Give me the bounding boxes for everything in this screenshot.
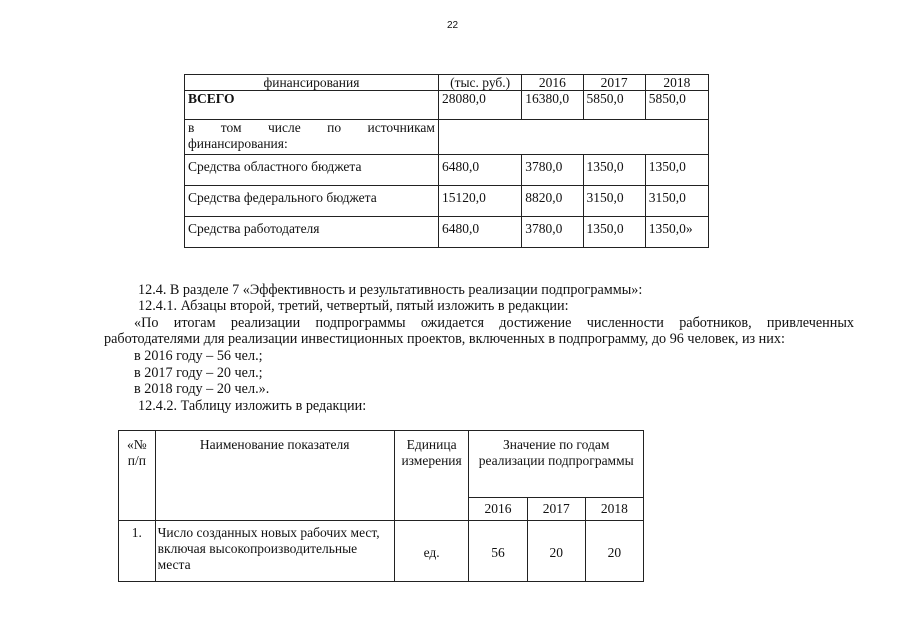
table-cell: 3780,0	[522, 155, 583, 186]
header-cell: финансирования	[185, 75, 439, 91]
table-row	[119, 521, 644, 582]
header-cell: 2018	[645, 75, 708, 91]
table-row-total	[185, 91, 709, 120]
paragraph-12-4: 12.4. В разделе 7 «Эффективность и результативность реализации подпрограммы»:	[138, 282, 643, 298]
header-name: Наименование показателя	[155, 431, 394, 521]
row-unit: ед.	[394, 521, 469, 582]
header-values: Значение по годам реализации подпрограммы	[469, 431, 644, 498]
row-value: 20	[527, 521, 585, 582]
row-label: в том числе по источникам финансирования:	[185, 120, 439, 155]
table-cell-empty	[438, 120, 708, 155]
table-cell: 3150,0	[645, 186, 708, 217]
row-label: ВСЕГО	[185, 91, 439, 120]
header-year: 2018	[585, 498, 643, 521]
table-cell: 5850,0	[583, 91, 645, 120]
table-cell: 3150,0	[583, 186, 645, 217]
paragraph-12-4-2: 12.4.2. Таблицу изложить в редакции:	[138, 398, 367, 414]
header-cell: 2017	[583, 75, 645, 91]
table-cell: 16380,0	[522, 91, 583, 120]
page-number: 22	[446, 20, 459, 31]
table-cell: 1350,0	[645, 155, 708, 186]
year-2017-line: в 2017 году – 20 чел.;	[134, 365, 263, 381]
financing-table	[184, 74, 709, 248]
row-label: Средства работодателя	[185, 217, 439, 248]
year-2018-line: в 2018 году – 20 чел.».	[134, 381, 270, 397]
table-cell: 15120,0	[438, 186, 521, 217]
table-cell: 1350,0	[583, 217, 645, 248]
header-year: 2016	[469, 498, 527, 521]
table-cell: 6480,0	[438, 155, 521, 186]
row-name: Число созданных новых рабочих мест, включая высокопроизводительные места	[155, 521, 394, 582]
table-row	[185, 155, 709, 186]
row-value: 56	[469, 521, 527, 582]
indicator-table	[118, 430, 644, 582]
table-row-note	[185, 120, 709, 155]
financing-table-header	[185, 75, 709, 91]
row-num: 1.	[119, 521, 156, 582]
header-cell: (тыс. руб.)	[438, 75, 521, 91]
table-cell: 3780,0	[522, 217, 583, 248]
table-cell: 1350,0»	[645, 217, 708, 248]
table-cell: 28080,0	[438, 91, 521, 120]
row-label: Средства федерального бюджета	[185, 186, 439, 217]
table-cell: 8820,0	[522, 186, 583, 217]
table-row	[185, 186, 709, 217]
table-cell: 1350,0	[583, 155, 645, 186]
header-unit: Единица измерения	[394, 431, 469, 521]
header-cell: 2016	[522, 75, 583, 91]
table-cell: 6480,0	[438, 217, 521, 248]
quote-line-2: работодателями для реализации инвестиционных проектов, включенных в подпрограмму, до 96 человек, из них:	[104, 331, 785, 347]
quote-line-1: «По итогам реализации подпрограммы ожидается достижение численности работников, привлеченных	[134, 315, 854, 331]
row-value: 20	[585, 521, 643, 582]
paragraph-12-4-1: 12.4.1. Абзацы второй, третий, четвертый, пятый изложить в редакции:	[138, 298, 569, 314]
indicator-table-header	[119, 431, 644, 498]
header-year: 2017	[527, 498, 585, 521]
table-row	[185, 217, 709, 248]
row-label: Средства областного бюджета	[185, 155, 439, 186]
year-2016-line: в 2016 году – 56 чел.;	[134, 348, 263, 364]
table-cell: 5850,0	[645, 91, 708, 120]
header-num: «№ п/п	[119, 431, 156, 521]
